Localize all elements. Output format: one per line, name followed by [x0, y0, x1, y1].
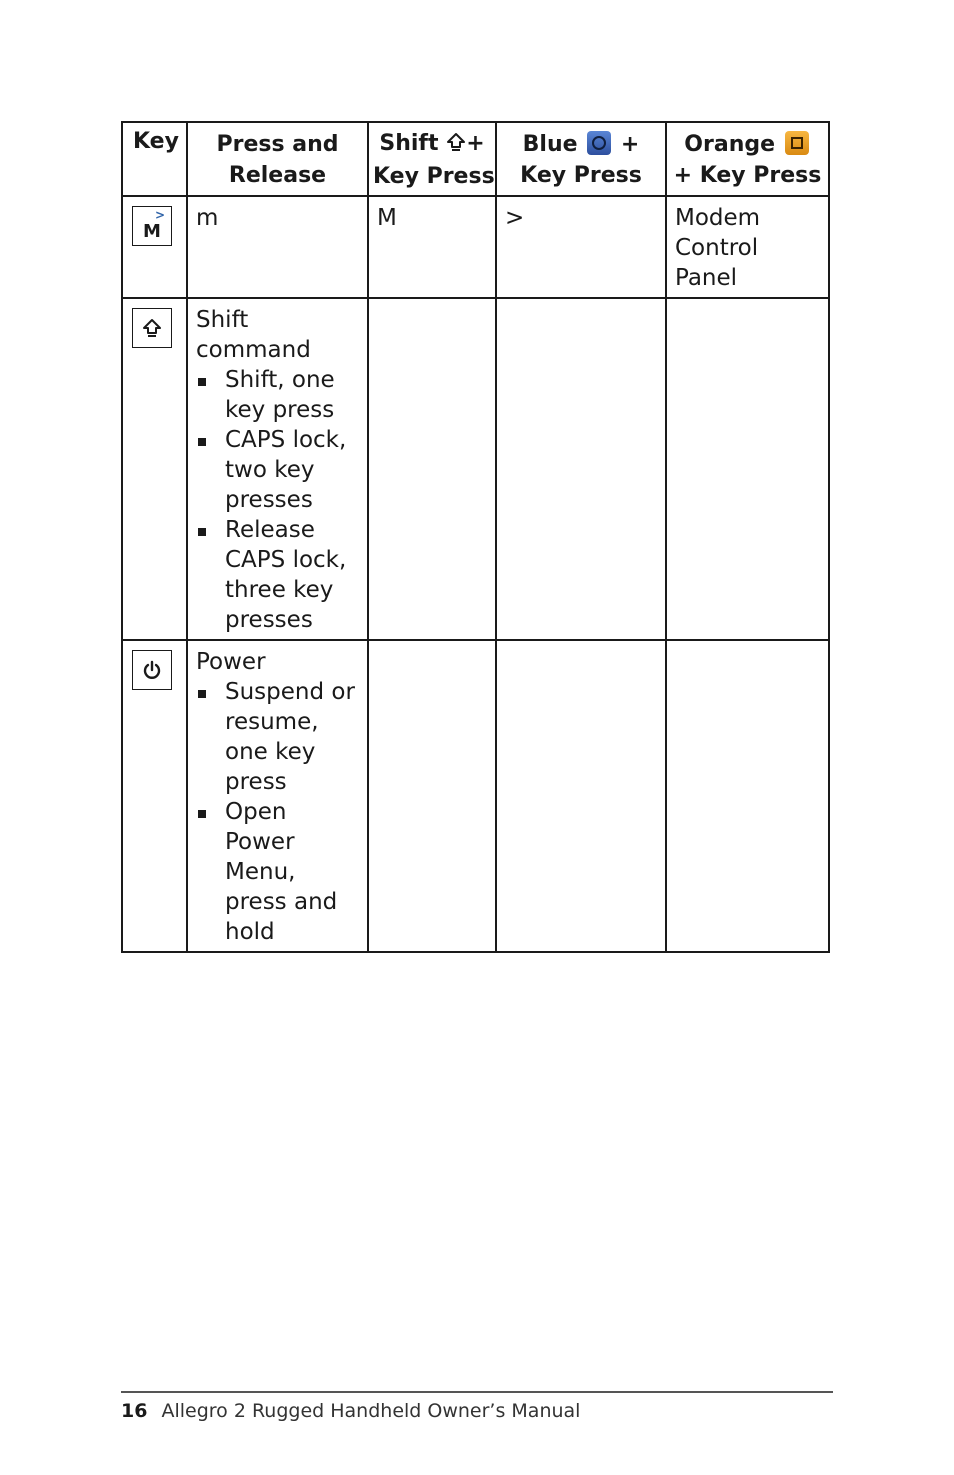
shift-cell: M [368, 196, 496, 298]
header-orange: Orange + Key Press [666, 122, 829, 196]
list-item: Shift, one key press [196, 365, 359, 425]
key-cell [122, 640, 187, 952]
shift-arrow-icon [446, 130, 466, 161]
shift-arrow-icon [142, 318, 162, 338]
list-item: Open Power Menu, press and hold [196, 797, 359, 947]
table-row [122, 196, 829, 298]
orange-cell [666, 640, 829, 952]
keycap-main-legend: M [143, 221, 161, 242]
orange-cell [666, 298, 829, 640]
table-row [122, 298, 829, 640]
header-blue: Blue + Key Press [496, 122, 666, 196]
table-header-row [122, 122, 829, 196]
shift-keycap [132, 308, 172, 348]
press-release-cell [187, 298, 368, 640]
press-release-cell [187, 640, 368, 952]
press-release-cell: m [187, 196, 368, 298]
list-item: Suspend or resume, one key press [196, 677, 359, 797]
header-shift: Shift + Key Press [368, 122, 496, 196]
key-cell [122, 196, 187, 298]
footer-rule [121, 1391, 833, 1393]
page-footer [121, 1398, 580, 1424]
orange-cell: Modem Control Panel [666, 196, 829, 298]
function-title: Power [196, 649, 266, 675]
blue-cell: > [496, 196, 666, 298]
blue-cell [496, 640, 666, 952]
option-list [196, 677, 359, 947]
keycap-sub-legend: > [154, 208, 165, 222]
shift-cell [368, 640, 496, 952]
blue-cell [496, 298, 666, 640]
orange-key-icon [785, 131, 809, 155]
blue-key-icon [587, 131, 611, 155]
m-keycap [132, 206, 172, 246]
power-keycap [132, 650, 172, 690]
header-key: Key [122, 122, 187, 196]
manual-title: Allegro 2 Rugged Handheld Owner’s Manual [161, 1400, 581, 1422]
power-icon [142, 660, 162, 680]
table-row [122, 640, 829, 952]
key-cell [122, 298, 187, 640]
list-item: CAPS lock, two key presses [196, 425, 359, 515]
list-item: Release CAPS lock, three key presses [196, 515, 359, 635]
header-press-release: Press and Release [187, 122, 368, 196]
shift-cell [368, 298, 496, 640]
key-function-table [121, 121, 830, 953]
function-title: Shift command [196, 307, 311, 363]
page-number: 16 [121, 1400, 148, 1422]
option-list [196, 365, 359, 635]
